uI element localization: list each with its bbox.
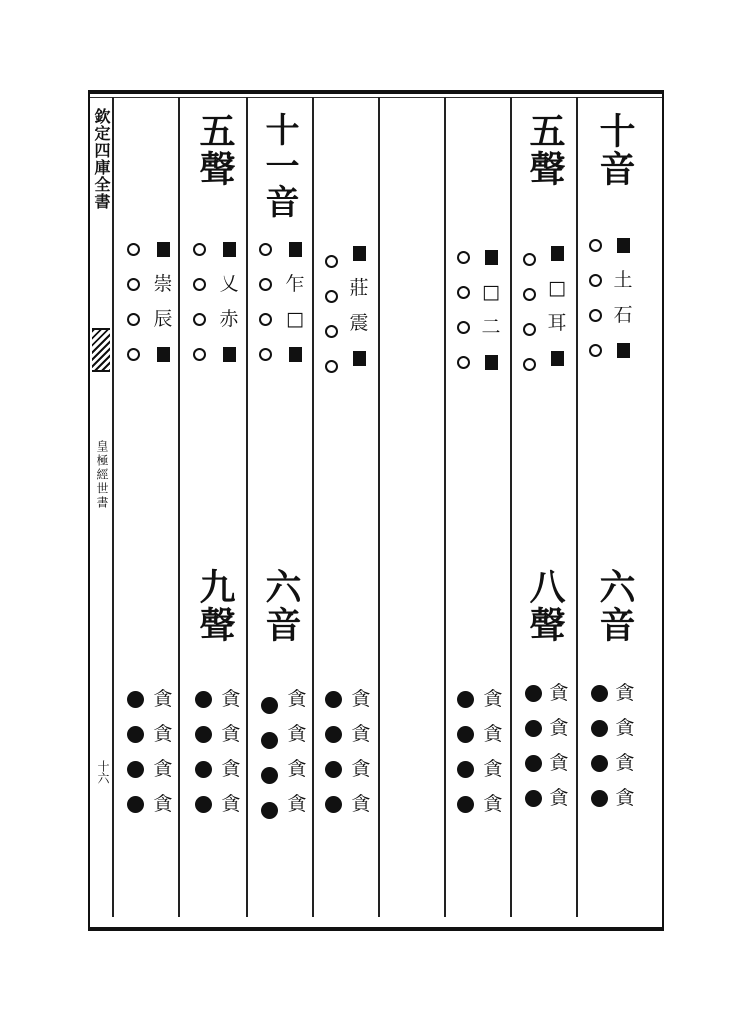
ring-cell: [318, 318, 344, 344]
frame-top-rule: [88, 90, 664, 94]
lower-char: 貪: [153, 723, 173, 745]
ring-cell: [516, 316, 542, 342]
upper-rings-c6: [186, 236, 212, 367]
lower-char: 貪: [483, 793, 503, 815]
sign-cell: [216, 236, 242, 262]
lower-char: 貪: [351, 688, 371, 710]
upper-signs-c2: [544, 240, 570, 371]
ring-cell: [252, 306, 278, 332]
dot-cell: [586, 750, 612, 776]
ring-cell: [516, 351, 542, 377]
lower-dots-c1: [586, 680, 612, 811]
ring-cell: [120, 236, 146, 262]
lower-dots-c7: [122, 686, 148, 817]
lower-chars-c1: [612, 680, 638, 811]
lower-char: 貪: [549, 717, 569, 739]
upper-rings-c4: [318, 248, 344, 379]
column-divider: [510, 97, 512, 917]
dot-cell: [122, 791, 148, 817]
dot-cell: [190, 686, 216, 712]
ring-cell: [318, 353, 344, 379]
sign-cell: 乂: [219, 273, 239, 295]
sign-cell: 赤: [219, 308, 239, 330]
sign-cell: [478, 244, 504, 270]
dot-cell: [452, 721, 478, 747]
frame-right-rule: [662, 94, 664, 927]
dot-cell: [586, 715, 612, 741]
lower-char: 貪: [549, 787, 569, 809]
sign-cell: 崇: [153, 273, 173, 295]
lower-char: 貪: [287, 688, 307, 710]
ring-cell: [450, 244, 476, 270]
dot-cell: [122, 721, 148, 747]
upper-rings-c3: [450, 244, 476, 375]
upper-signs-c6: [216, 236, 242, 367]
dot-cell: [320, 756, 346, 782]
dot-cell: [520, 785, 546, 811]
lower-char: 貪: [351, 758, 371, 780]
lower-dots-c4: [320, 686, 346, 817]
lower-char: 貪: [615, 717, 635, 739]
column-divider: [576, 97, 578, 917]
dot-cell: [122, 756, 148, 782]
dot-cell: [520, 715, 546, 741]
heading-c5-bottom: 六音: [260, 568, 302, 644]
lower-char: 貪: [221, 688, 241, 710]
heading-c1-top: 十音: [594, 112, 636, 188]
lower-chars-c5: [284, 686, 310, 817]
dot-cell: [520, 750, 546, 776]
lower-char: 貪: [153, 793, 173, 815]
dot-cell: [190, 756, 216, 782]
lower-char: 貪: [549, 752, 569, 774]
upper-signs-c1: [610, 232, 636, 363]
lower-char: 貪: [153, 758, 173, 780]
sign-cell: 辰: [153, 308, 173, 330]
heading-c6-top: 五聲: [194, 112, 236, 188]
dot-cell: [256, 797, 282, 823]
dot-cell: [586, 785, 612, 811]
lower-char: 貪: [615, 682, 635, 704]
sign-cell: [150, 341, 176, 367]
dot-cell: [190, 791, 216, 817]
ring-cell: [186, 306, 212, 332]
sign-cell: [610, 337, 636, 363]
dot-cell: [452, 791, 478, 817]
upper-signs-c3: [478, 244, 504, 375]
ring-cell: [450, 314, 476, 340]
lower-char: 貪: [287, 723, 307, 745]
page-number: 十六: [96, 760, 110, 784]
lower-dots-c5: [256, 692, 282, 823]
ring-cell: [186, 341, 212, 367]
ring-cell: [252, 341, 278, 367]
column-divider: [378, 97, 380, 917]
column-divider: [444, 97, 446, 917]
sign-cell: [544, 345, 570, 371]
ring-cell: [186, 236, 212, 262]
column-divider: [312, 97, 314, 917]
sign-cell: 石: [613, 304, 633, 326]
lower-dots-c2: [520, 680, 546, 811]
lower-char: 貪: [615, 787, 635, 809]
dot-cell: [586, 680, 612, 706]
ring-cell: [252, 271, 278, 297]
sign-cell: [282, 236, 308, 262]
dot-cell: [190, 721, 216, 747]
ring-cell: [450, 279, 476, 305]
lower-char: 貪: [549, 682, 569, 704]
dot-cell: [520, 680, 546, 706]
lower-char: 貪: [483, 723, 503, 745]
lower-char: 貪: [351, 723, 371, 745]
ring-cell: [450, 349, 476, 375]
heading-c2-top: 五聲: [524, 112, 566, 188]
dot-cell: [256, 727, 282, 753]
sign-cell: 二: [481, 316, 501, 338]
lower-chars-c2: [546, 680, 572, 811]
work-title: 皇極經世書: [95, 440, 109, 510]
lower-chars-c3: [480, 686, 506, 817]
ring-cell: [582, 302, 608, 328]
upper-rings-c7: [120, 236, 146, 367]
upper-signs-c5: [282, 236, 308, 367]
lower-char: 貪: [483, 758, 503, 780]
ring-cell: [516, 281, 542, 307]
margin-divider: [112, 97, 114, 917]
lower-char: 貪: [287, 758, 307, 780]
sign-cell: [544, 240, 570, 266]
heading-c5-top: 十一音: [259, 112, 299, 220]
sign-cell: 乍: [285, 273, 305, 295]
sign-cell: 震: [349, 312, 369, 334]
ring-cell: [120, 341, 146, 367]
dot-cell: [320, 721, 346, 747]
lower-char: 貪: [615, 752, 635, 774]
upper-rings-c1: [582, 232, 608, 363]
dot-cell: [452, 686, 478, 712]
ring-cell: [252, 236, 278, 262]
ring-cell: [186, 271, 212, 297]
sign-cell: □: [286, 308, 304, 330]
heading-c1-bottom: 六音: [594, 568, 636, 644]
sign-cell: □: [482, 281, 500, 303]
upper-rings-c5: [252, 236, 278, 367]
fish-tail-mark: [92, 328, 110, 372]
lower-dots-c6: [190, 686, 216, 817]
lower-char: 貪: [483, 688, 503, 710]
lower-char: 貪: [221, 758, 241, 780]
lower-chars-c7: [150, 686, 176, 817]
sign-cell: 莊: [349, 277, 369, 299]
dot-cell: [320, 686, 346, 712]
dot-cell: [320, 791, 346, 817]
heading-c6-bottom: 九聲: [194, 568, 236, 644]
frame-left-rule: [88, 94, 90, 927]
ring-cell: [582, 337, 608, 363]
dot-cell: [256, 762, 282, 788]
sign-cell: [346, 345, 372, 371]
upper-signs-c4: [346, 240, 372, 371]
upper-signs-c7: [150, 236, 176, 367]
sign-cell: [150, 236, 176, 262]
dot-cell: [256, 692, 282, 718]
lower-char: 貪: [221, 723, 241, 745]
lower-chars-c4: [348, 686, 374, 817]
ring-cell: [582, 267, 608, 293]
lower-chars-c6: [218, 686, 244, 817]
ring-cell: [516, 246, 542, 272]
lower-char: 貪: [153, 688, 173, 710]
lower-char: 貪: [351, 793, 371, 815]
lower-char: 貪: [287, 793, 307, 815]
sign-cell: [216, 341, 242, 367]
book-title: 欽定四庫全書: [92, 108, 111, 210]
ring-cell: [318, 283, 344, 309]
ring-cell: [318, 248, 344, 274]
sign-cell: [478, 349, 504, 375]
column-divider: [178, 97, 180, 917]
column-divider: [246, 97, 248, 917]
sign-cell: 土: [613, 269, 633, 291]
lower-char: 貪: [221, 793, 241, 815]
sign-cell: □: [548, 277, 566, 299]
ring-cell: [120, 306, 146, 332]
sign-cell: [610, 232, 636, 258]
dot-cell: [452, 756, 478, 782]
frame-bottom-rule: [88, 927, 664, 931]
upper-rings-c2: [516, 246, 542, 377]
dot-cell: [122, 686, 148, 712]
sign-cell: 耳: [547, 312, 567, 334]
ring-cell: [120, 271, 146, 297]
sign-cell: [346, 240, 372, 266]
ring-cell: [582, 232, 608, 258]
sign-cell: [282, 341, 308, 367]
lower-dots-c3: [452, 686, 478, 817]
heading-c2-bottom: 八聲: [524, 568, 566, 644]
